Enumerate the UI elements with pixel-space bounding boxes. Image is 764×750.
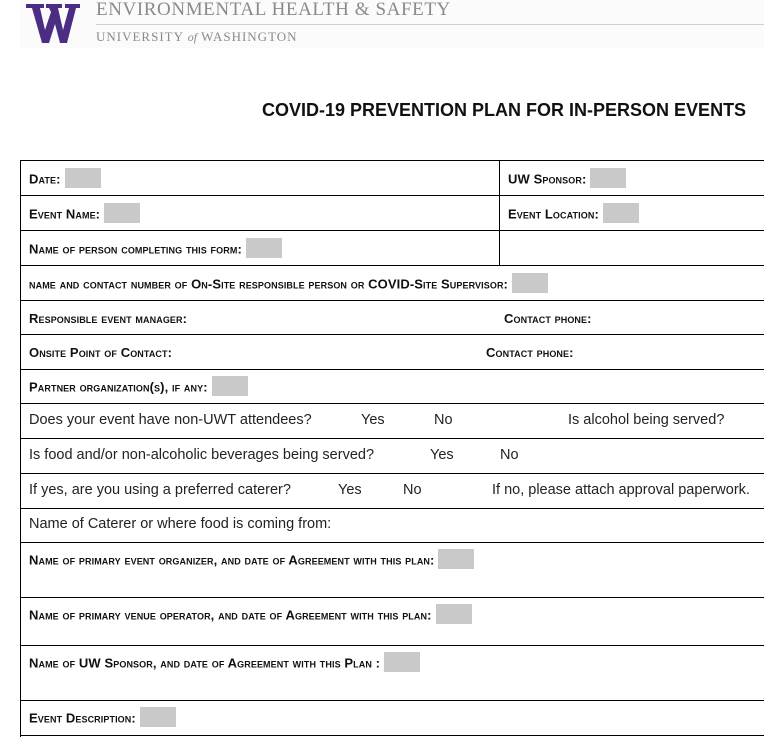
person-completing-label: Name of person completing this form: (29, 241, 242, 257)
caterer-name-label[interactable]: Name of Caterer or where food is coming from: (29, 516, 332, 532)
header-rule (96, 24, 764, 25)
document-title: COVID-19 PREVENTION PLAN FOR IN-PERSON EVENTS (262, 100, 747, 120)
form-row-person-completing (21, 231, 764, 266)
event-description-field[interactable] (29, 709, 176, 729)
non-uwt-question: Does your event have non-UWT attendees? (29, 412, 312, 428)
event-description-label: Event Description: (29, 710, 136, 726)
caterer-no-option[interactable]: No (403, 482, 422, 498)
caterer-yes-option[interactable]: Yes (338, 482, 362, 498)
redacted-value (140, 707, 176, 727)
primary-organizer-field[interactable] (29, 551, 474, 571)
person-completing-field[interactable] (29, 240, 282, 260)
venue-operator-field[interactable] (29, 606, 472, 626)
event-name-label: Event Name: (29, 206, 101, 222)
page-header (20, 0, 764, 48)
column-divider (499, 196, 500, 230)
redacted-value (104, 203, 140, 223)
food-question: Is food and/or non-alcoholic beverages being served? (29, 447, 375, 463)
redacted-value (438, 549, 474, 569)
onsite-responsible-field[interactable] (29, 275, 548, 295)
date-field[interactable] (29, 170, 101, 190)
redacted-value (512, 273, 548, 293)
column-divider (499, 231, 500, 265)
form-row-uw-sponsor-agreement (21, 646, 764, 701)
redacted-value (384, 652, 420, 672)
uw-logo (24, 0, 82, 46)
uw-sponsor-label: UW Sponsor: (508, 171, 587, 187)
form-row-event-manager (21, 301, 764, 335)
form-row-event-name (21, 196, 764, 231)
contact-phone-label[interactable]: Contact phone: (504, 311, 592, 326)
onsite-responsible-label: name and contact number of On-Site responsible person or COVID-Site Supervisor: (29, 276, 508, 292)
food-no-option[interactable]: No (500, 447, 519, 463)
form-row-partner-orgs (21, 370, 764, 404)
partner-org-label: Partner organization(s), if any: (29, 379, 208, 395)
uw-sponsor-agreement-label: Name of UW Sponsor, and date of Agreement with this Plan : (29, 655, 381, 671)
redacted-value (212, 376, 248, 396)
caterer-question: If yes, are you using a preferred caterer? (29, 482, 291, 498)
caterer-approval-note: If no, please attach approval paperwork. (492, 482, 750, 498)
form-row-attendees (21, 404, 764, 439)
redacted-value (436, 604, 472, 624)
form-row-caterer-name (21, 509, 764, 543)
form-row-primary-organizer (21, 543, 764, 598)
event-location-field[interactable] (508, 205, 639, 225)
venue-operator-label: Name of primary venue operator, and date of Agreement with this plan: (29, 607, 432, 623)
redacted-value (590, 168, 626, 188)
onsite-poc-label[interactable]: Onsite Point of Contact: (29, 345, 173, 360)
event-name-field[interactable] (29, 205, 140, 225)
redacted-value (65, 168, 101, 188)
org-name: ENVIRONMENTAL HEALTH & SAFETY (96, 0, 451, 20)
food-yes-option[interactable]: Yes (430, 447, 454, 463)
date-label: Date: (29, 171, 61, 187)
form-row-caterer (21, 474, 764, 509)
form-row-food (21, 439, 764, 474)
partner-org-field[interactable] (29, 378, 248, 398)
contact-phone-label[interactable]: Contact phone: (486, 345, 574, 360)
uw-sponsor-agreement-field[interactable] (29, 654, 420, 674)
non-uwt-no-option[interactable]: No (434, 412, 453, 428)
university-part1: UNIVERSITY (96, 29, 184, 44)
redacted-value (246, 238, 282, 258)
non-uwt-yes-option[interactable]: Yes (361, 412, 385, 428)
form-row-venue-operator (21, 598, 764, 646)
university-of: of (187, 30, 198, 44)
form-row-onsite-poc (21, 335, 764, 370)
uw-sponsor-field[interactable] (508, 170, 626, 190)
form-row-onsite-responsible (21, 266, 764, 301)
column-divider (499, 161, 500, 195)
university-name (96, 29, 298, 45)
event-location-label: Event Location: (508, 206, 599, 222)
form-row-date (21, 161, 764, 196)
alcohol-question: Is alcohol being served? (568, 412, 725, 428)
event-plan-form (20, 160, 764, 737)
university-part2: WASHINGTON (201, 29, 298, 44)
redacted-value (603, 203, 639, 223)
event-manager-label[interactable]: Responsible event manager: (29, 311, 188, 326)
primary-organizer-label: Name of primary event organizer, and date of Agreement with this plan: (29, 552, 435, 568)
form-row-event-description (21, 701, 764, 736)
